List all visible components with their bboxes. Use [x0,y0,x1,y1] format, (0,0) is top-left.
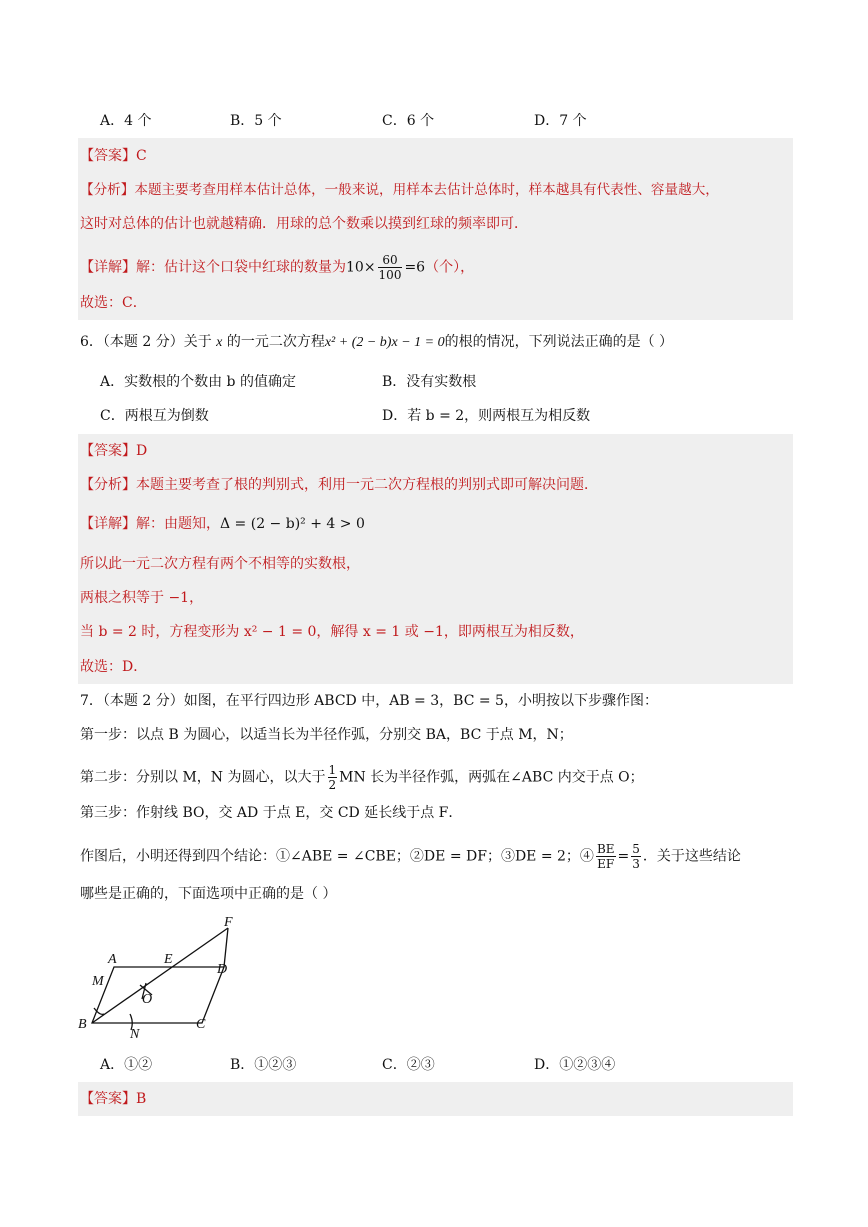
label-b: B [78,1017,87,1032]
label-n: N [130,1027,140,1042]
q7-step-2 [80,763,644,792]
q6-stem-a: 6．（本题 2 分）关于 [80,334,212,350]
q7-concl-numerator-1: BE [596,842,615,856]
q6-option-b: B．没有实数根 [382,374,477,390]
q7-concl-b: = [617,848,630,865]
label-a: A [108,952,117,967]
label-e: E [164,952,173,967]
q6-option-c: C．两根互为倒数 [100,408,209,424]
q7-step-3: 第三步：作射线 BO，交 AD 于点 E，交 CD 延长线于点 F． [80,805,463,821]
q6-stem-b: 的一元二次方程 [226,334,325,350]
q7-conclusions-line2: 哪些是正确的，下面选项中正确的是（ ） [80,886,337,902]
q6-detail [80,514,365,534]
q5-detail-suffix: （个）， [425,259,475,276]
q7-stem: 7．（本题 2 分）如图，在平行四边形 ABCD 中，AB = 3，BC = 5，小明按以下步骤作图： [80,693,658,709]
q7-step-2-numerator: 1 [328,763,337,777]
q7-option-a: A．①② [100,1057,153,1073]
q5-detail-expr-b: =6 [404,259,426,276]
label-o: O [142,992,153,1007]
q6-stem-equation: x² + (2 − b)x − 1 = 0 [324,335,445,350]
q5-option-a: A．4 个 [100,113,152,129]
parallelogram-figure [76,910,256,1045]
q7-option-d: D．①②③④ [534,1057,616,1073]
q5-answer: 【答案】C [80,148,147,164]
q7-concl-denominator-1: EF [597,857,615,871]
q6-conclusion: 故选：D． [80,659,148,675]
q7-concl-numerator-2: 5 [632,842,640,856]
q7-step-2-fraction [328,763,338,792]
q7-concl-denominator-2: 3 [632,857,640,871]
q5-option-d: D．7 个 [534,113,587,129]
q7-step-2b: MN 长为半径作弧，两弧在∠ABC 内交于点 O； [339,769,644,786]
q6-step-1: 所以此一元二次方程有两个不相等的实数根， [80,556,360,572]
q5-conclusion: 故选：C． [80,295,147,311]
q6-option-a: A．实数根的个数由 b 的值确定 [100,374,296,390]
q5-detail [80,253,474,282]
q7-concl-a: 作图后，小明还得到四个结论：①∠ABE = ∠CBE；②DE = DF；③DE = 2；④ [80,848,594,865]
q6-stem-c: 的根的情况，下列说法正确的是（ ） [444,334,674,350]
q5-analysis-line1: 【分析】本题主要考查用样本估计总体，一般来说，用样本去估计总体时，样本越具有代表性、容量越大， [80,182,719,198]
q5-detail-expr-a: 10× [346,259,376,276]
q7-solution-panel [78,1082,793,1116]
q6-step-3: 当 b = 2 时，方程变形为 x² − 1 = 0，解得 x = 1 或 −1，即两根互为相反数， [80,624,584,640]
q7-concl-fraction-2 [631,842,641,871]
q7-option-c: C．②③ [382,1057,435,1073]
label-f: F [224,915,233,930]
q5-fraction-numerator: 60 [378,253,403,268]
q5-option-b: B．5 个 [230,113,282,129]
q5-detail-fraction [378,253,403,282]
q6-stem-var: x [216,335,223,350]
q7-answer: 【答案】B [80,1091,147,1107]
label-c: C [196,1017,206,1032]
q5-option-c: C．6 个 [382,113,435,129]
q6-detail-prefix: 【详解】解：由题知， [80,516,220,532]
q6-detail-expr: Δ = (2 − b)² + 4 > 0 [220,516,365,532]
q7-concl-fraction-1 [596,842,616,871]
q7-step-1: 第一步：以点 B 为圆心，以适当长为半径作弧，分别交 BA，BC 于点 M，N； [80,727,573,743]
q7-option-b: B．①②③ [230,1057,297,1073]
q7-concl-c: ．关于这些结论 [642,848,741,865]
q5-analysis-line2: 这时对总体的估计也就越精确．用球的总个数乘以摸到红球的频率即可． [80,216,528,232]
label-d: D [217,962,228,977]
q7-step-2a: 第二步：分别以 M，N 为圆心，以大于 [80,769,326,786]
q6-answer: 【答案】D [80,443,148,459]
q6-option-d: D．若 b = 2，则两根互为相反数 [382,408,591,424]
parallelogram-abcd [92,967,224,1023]
q6-analysis: 【分析】本题主要考查了根的判别式，利用一元二次方程根的判别式即可解决问题． [80,477,598,493]
q7-conclusions [80,842,741,871]
q6-stem [80,332,673,353]
q7-step-2-denominator: 2 [328,778,337,792]
q6-step-2: 两根之积等于 −1， [80,590,204,606]
q5-fraction-denominator: 100 [378,268,402,282]
q5-detail-prefix: 【详解】解：估计这个口袋中红球的数量为 [80,259,346,276]
label-m: M [92,974,104,989]
